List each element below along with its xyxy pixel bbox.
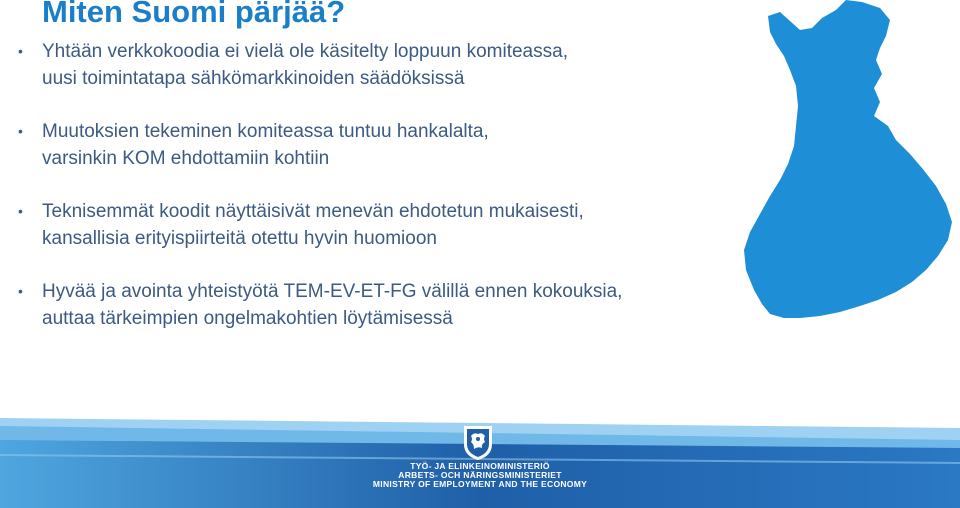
bullet-line: auttaa tärkeimpien ongelmakohtien löytämisessä xyxy=(42,308,453,329)
finland-map-icon xyxy=(740,0,960,330)
bullet-marker: • xyxy=(18,203,23,219)
bullet-line: Teknisemmät koodit näyttäisivät menevän ehdotetun mukaisesti, xyxy=(42,201,584,222)
bullet-marker: • xyxy=(18,283,23,299)
bullet-item xyxy=(18,118,738,172)
ministry-lion-logo-icon xyxy=(458,422,498,462)
bullet-line: Muutoksien tekeminen komiteassa tuntuu hankalalta, xyxy=(42,121,489,142)
bullet-item xyxy=(18,198,738,252)
bullet-marker: • xyxy=(18,43,23,59)
ministry-name-fi: TYÖ- JA ELINKEINOMINISTERIÖ xyxy=(410,461,550,471)
bullet-list xyxy=(18,38,738,358)
bullet-line: Hyvää ja avointa yhteistyötä TEM-EV-ET-FG välillä ennen kokouksia, xyxy=(42,281,623,302)
ministry-name-en: MINISTRY OF EMPLOYMENT AND THE ECONOMY xyxy=(372,479,588,489)
bullet-line: varsinkin KOM ehdottamiin kohtiin xyxy=(42,148,330,169)
bullet-item xyxy=(18,38,738,92)
slide-title: Miten Suomi pärjää? xyxy=(42,0,346,29)
bullet-item xyxy=(18,278,738,332)
bullet-line: uusi toimintatapa sähkömarkkinoiden säädöksissä xyxy=(42,68,465,89)
bullet-line: Yhtään verkkokoodia ei vielä ole käsitelty loppuun komiteassa, xyxy=(42,41,568,62)
ministry-name-sv: ARBETS- OCH NÄRINGSMINISTERIET xyxy=(398,470,562,480)
bullet-marker: • xyxy=(18,123,23,139)
bullet-line: kansallisia erityispiirteitä otettu hyvin huomioon xyxy=(42,228,437,249)
